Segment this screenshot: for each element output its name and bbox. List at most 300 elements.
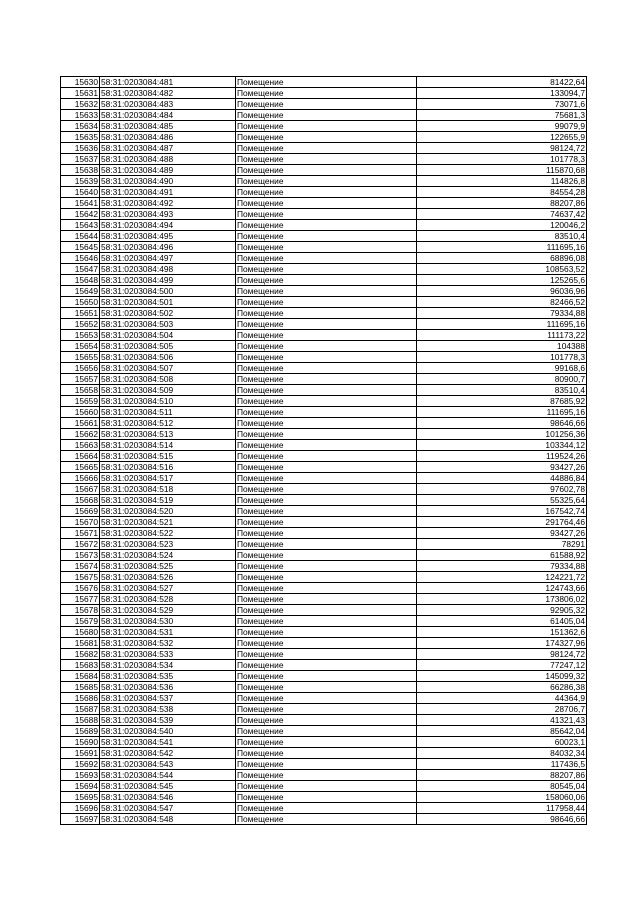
cadastral-value: 87685,92 bbox=[417, 396, 587, 407]
cadastral-value: 96036,96 bbox=[417, 286, 587, 297]
cadastral-value: 97602,78 bbox=[417, 484, 587, 495]
cadastral-value: 114826,8 bbox=[417, 176, 587, 187]
object-type: Помещение bbox=[236, 319, 417, 330]
cadastral-value: 111695,16 bbox=[417, 242, 587, 253]
table-row bbox=[61, 495, 587, 506]
table-row bbox=[61, 539, 587, 550]
cadastral-number: 58:31:0203084:503 bbox=[100, 319, 236, 330]
row-number: 15659 bbox=[61, 396, 100, 407]
object-type: Помещение bbox=[236, 649, 417, 660]
table-row bbox=[61, 682, 587, 693]
table-row bbox=[61, 528, 587, 539]
cadastral-number: 58:31:0203084:487 bbox=[100, 143, 236, 154]
row-number: 15631 bbox=[61, 88, 100, 99]
object-type: Помещение bbox=[236, 781, 417, 792]
object-type: Помещение bbox=[236, 638, 417, 649]
cadastral-number: 58:31:0203084:519 bbox=[100, 495, 236, 506]
cadastral-number: 58:31:0203084:520 bbox=[100, 506, 236, 517]
cadastral-value: 74637,42 bbox=[417, 209, 587, 220]
object-type: Помещение bbox=[236, 242, 417, 253]
row-number: 15642 bbox=[61, 209, 100, 220]
cadastral-value: 167542,74 bbox=[417, 506, 587, 517]
cadastral-value: 75681,3 bbox=[417, 110, 587, 121]
cadastral-value: 83510,4 bbox=[417, 231, 587, 242]
row-number: 15690 bbox=[61, 737, 100, 748]
cadastral-value: 88207,86 bbox=[417, 198, 587, 209]
row-number: 15653 bbox=[61, 330, 100, 341]
table-row bbox=[61, 121, 587, 132]
cadastral-value: 174327,96 bbox=[417, 638, 587, 649]
row-number: 15633 bbox=[61, 110, 100, 121]
table-row bbox=[61, 341, 587, 352]
object-type: Помещение bbox=[236, 539, 417, 550]
object-type: Помещение bbox=[236, 407, 417, 418]
cadastral-value: 101778,3 bbox=[417, 154, 587, 165]
table-row bbox=[61, 297, 587, 308]
table-row bbox=[61, 561, 587, 572]
row-number: 15687 bbox=[61, 704, 100, 715]
table-row bbox=[61, 715, 587, 726]
object-type: Помещение bbox=[236, 209, 417, 220]
cadastral-value: 61588,92 bbox=[417, 550, 587, 561]
object-type: Помещение bbox=[236, 572, 417, 583]
object-type: Помещение bbox=[236, 715, 417, 726]
table-row bbox=[61, 429, 587, 440]
row-number: 15652 bbox=[61, 319, 100, 330]
cadastral-value: 158060,06 bbox=[417, 792, 587, 803]
cadastral-value: 84554,28 bbox=[417, 187, 587, 198]
row-number: 15645 bbox=[61, 242, 100, 253]
object-type: Помещение bbox=[236, 748, 417, 759]
cadastral-number: 58:31:0203084:518 bbox=[100, 484, 236, 495]
table-row bbox=[61, 407, 587, 418]
row-number: 15644 bbox=[61, 231, 100, 242]
cadastral-number: 58:31:0203084:507 bbox=[100, 363, 236, 374]
row-number: 15668 bbox=[61, 495, 100, 506]
cadastral-value: 93427,26 bbox=[417, 462, 587, 473]
table-row bbox=[61, 176, 587, 187]
cadastral-value: 44886,84 bbox=[417, 473, 587, 484]
cadastral-number: 58:31:0203084:486 bbox=[100, 132, 236, 143]
cadastral-number: 58:31:0203084:524 bbox=[100, 550, 236, 561]
cadastral-number: 58:31:0203084:527 bbox=[100, 583, 236, 594]
cadastral-value: 80900,7 bbox=[417, 374, 587, 385]
cadastral-number: 58:31:0203084:515 bbox=[100, 451, 236, 462]
cadastral-number: 58:31:0203084:543 bbox=[100, 759, 236, 770]
cadastral-value: 98646,66 bbox=[417, 814, 587, 825]
table-row bbox=[61, 275, 587, 286]
row-number: 15649 bbox=[61, 286, 100, 297]
property-table bbox=[60, 76, 587, 825]
cadastral-number: 58:31:0203084:521 bbox=[100, 517, 236, 528]
row-number: 15667 bbox=[61, 484, 100, 495]
cadastral-number: 58:31:0203084:481 bbox=[100, 77, 236, 88]
object-type: Помещение bbox=[236, 583, 417, 594]
cadastral-value: 145099,32 bbox=[417, 671, 587, 682]
object-type: Помещение bbox=[236, 253, 417, 264]
cadastral-value: 84032,34 bbox=[417, 748, 587, 759]
cadastral-value: 98124,72 bbox=[417, 649, 587, 660]
row-number: 15663 bbox=[61, 440, 100, 451]
row-number: 15689 bbox=[61, 726, 100, 737]
cadastral-value: 151362,6 bbox=[417, 627, 587, 638]
row-number: 15681 bbox=[61, 638, 100, 649]
cadastral-value: 60023,1 bbox=[417, 737, 587, 748]
object-type: Помещение bbox=[236, 88, 417, 99]
object-type: Помещение bbox=[236, 495, 417, 506]
row-number: 15697 bbox=[61, 814, 100, 825]
object-type: Помещение bbox=[236, 792, 417, 803]
table-row bbox=[61, 627, 587, 638]
table-row bbox=[61, 363, 587, 374]
table-row bbox=[61, 605, 587, 616]
row-number: 15655 bbox=[61, 352, 100, 363]
object-type: Помещение bbox=[236, 693, 417, 704]
table-row bbox=[61, 99, 587, 110]
table-row bbox=[61, 759, 587, 770]
cadastral-number: 58:31:0203084:546 bbox=[100, 792, 236, 803]
table-row bbox=[61, 473, 587, 484]
cadastral-number: 58:31:0203084:526 bbox=[100, 572, 236, 583]
table-row bbox=[61, 242, 587, 253]
cadastral-number: 58:31:0203084:517 bbox=[100, 473, 236, 484]
table-row bbox=[61, 451, 587, 462]
cadastral-number: 58:31:0203084:491 bbox=[100, 187, 236, 198]
cadastral-value: 111695,16 bbox=[417, 407, 587, 418]
object-type: Помещение bbox=[236, 704, 417, 715]
object-type: Помещение bbox=[236, 143, 417, 154]
cadastral-value: 78291 bbox=[417, 539, 587, 550]
cadastral-number: 58:31:0203084:495 bbox=[100, 231, 236, 242]
cadastral-number: 58:31:0203084:528 bbox=[100, 594, 236, 605]
cadastral-number: 58:31:0203084:547 bbox=[100, 803, 236, 814]
cadastral-value: 68896,08 bbox=[417, 253, 587, 264]
cadastral-number: 58:31:0203084:501 bbox=[100, 297, 236, 308]
cadastral-value: 73071,6 bbox=[417, 99, 587, 110]
object-type: Помещение bbox=[236, 451, 417, 462]
cadastral-number: 58:31:0203084:548 bbox=[100, 814, 236, 825]
table-row bbox=[61, 704, 587, 715]
cadastral-value: 101778,3 bbox=[417, 352, 587, 363]
cadastral-value: 81422,64 bbox=[417, 77, 587, 88]
cadastral-number: 58:31:0203084:502 bbox=[100, 308, 236, 319]
table-row bbox=[61, 330, 587, 341]
row-number: 15695 bbox=[61, 792, 100, 803]
cadastral-number: 58:31:0203084:541 bbox=[100, 737, 236, 748]
table-row bbox=[61, 396, 587, 407]
cadastral-value: 88207,86 bbox=[417, 770, 587, 781]
property-table-body bbox=[61, 77, 587, 825]
cadastral-value: 117436,5 bbox=[417, 759, 587, 770]
cadastral-number: 58:31:0203084:508 bbox=[100, 374, 236, 385]
table-row bbox=[61, 220, 587, 231]
table-row bbox=[61, 462, 587, 473]
object-type: Помещение bbox=[236, 363, 417, 374]
table-row bbox=[61, 803, 587, 814]
row-number: 15664 bbox=[61, 451, 100, 462]
table-row bbox=[61, 737, 587, 748]
row-number: 15688 bbox=[61, 715, 100, 726]
object-type: Помещение bbox=[236, 561, 417, 572]
cadastral-value: 77247,12 bbox=[417, 660, 587, 671]
cadastral-value: 28706,7 bbox=[417, 704, 587, 715]
row-number: 15675 bbox=[61, 572, 100, 583]
cadastral-value: 85642,04 bbox=[417, 726, 587, 737]
object-type: Помещение bbox=[236, 440, 417, 451]
cadastral-number: 58:31:0203084:533 bbox=[100, 649, 236, 660]
object-type: Помещение bbox=[236, 594, 417, 605]
table-row bbox=[61, 748, 587, 759]
object-type: Помещение bbox=[236, 506, 417, 517]
row-number: 15661 bbox=[61, 418, 100, 429]
object-type: Помещение bbox=[236, 154, 417, 165]
row-number: 15682 bbox=[61, 649, 100, 660]
cadastral-number: 58:31:0203084:512 bbox=[100, 418, 236, 429]
row-number: 15650 bbox=[61, 297, 100, 308]
table-row bbox=[61, 616, 587, 627]
object-type: Помещение bbox=[236, 110, 417, 121]
cadastral-value: 99168,6 bbox=[417, 363, 587, 374]
object-type: Помещение bbox=[236, 187, 417, 198]
object-type: Помещение bbox=[236, 616, 417, 627]
row-number: 15666 bbox=[61, 473, 100, 484]
table-row bbox=[61, 440, 587, 451]
cadastral-value: 119524,26 bbox=[417, 451, 587, 462]
object-type: Помещение bbox=[236, 429, 417, 440]
cadastral-value: 99079,9 bbox=[417, 121, 587, 132]
cadastral-number: 58:31:0203084:540 bbox=[100, 726, 236, 737]
row-number: 15679 bbox=[61, 616, 100, 627]
object-type: Помещение bbox=[236, 330, 417, 341]
table-row bbox=[61, 517, 587, 528]
object-type: Помещение bbox=[236, 759, 417, 770]
object-type: Помещение bbox=[236, 176, 417, 187]
cadastral-value: 82466,52 bbox=[417, 297, 587, 308]
row-number: 15677 bbox=[61, 594, 100, 605]
cadastral-number: 58:31:0203084:523 bbox=[100, 539, 236, 550]
row-number: 15670 bbox=[61, 517, 100, 528]
object-type: Помещение bbox=[236, 528, 417, 539]
row-number: 15660 bbox=[61, 407, 100, 418]
cadastral-number: 58:31:0203084:496 bbox=[100, 242, 236, 253]
cadastral-number: 58:31:0203084:493 bbox=[100, 209, 236, 220]
row-number: 15641 bbox=[61, 198, 100, 209]
row-number: 15639 bbox=[61, 176, 100, 187]
row-number: 15672 bbox=[61, 539, 100, 550]
cadastral-value: 291764,46 bbox=[417, 517, 587, 528]
object-type: Помещение bbox=[236, 132, 417, 143]
object-type: Помещение bbox=[236, 418, 417, 429]
object-type: Помещение bbox=[236, 165, 417, 176]
row-number: 15673 bbox=[61, 550, 100, 561]
object-type: Помещение bbox=[236, 374, 417, 385]
table-row bbox=[61, 770, 587, 781]
cadastral-value: 44364,9 bbox=[417, 693, 587, 704]
table-row bbox=[61, 649, 587, 660]
cadastral-number: 58:31:0203084:489 bbox=[100, 165, 236, 176]
object-type: Помещение bbox=[236, 297, 417, 308]
object-type: Помещение bbox=[236, 286, 417, 297]
table-row bbox=[61, 143, 587, 154]
table-row bbox=[61, 418, 587, 429]
cadastral-number: 58:31:0203084:483 bbox=[100, 99, 236, 110]
row-number: 15680 bbox=[61, 627, 100, 638]
cadastral-value: 111695,16 bbox=[417, 319, 587, 330]
row-number: 15685 bbox=[61, 682, 100, 693]
table-row bbox=[61, 572, 587, 583]
object-type: Помещение bbox=[236, 605, 417, 616]
row-number: 15662 bbox=[61, 429, 100, 440]
row-number: 15676 bbox=[61, 583, 100, 594]
cadastral-number: 58:31:0203084:539 bbox=[100, 715, 236, 726]
table-row bbox=[61, 583, 587, 594]
cadastral-value: 104388 bbox=[417, 341, 587, 352]
object-type: Помещение bbox=[236, 77, 417, 88]
row-number: 15684 bbox=[61, 671, 100, 682]
cadastral-number: 58:31:0203084:505 bbox=[100, 341, 236, 352]
row-number: 15656 bbox=[61, 363, 100, 374]
object-type: Помещение bbox=[236, 770, 417, 781]
object-type: Помещение bbox=[236, 462, 417, 473]
cadastral-value: 101256,36 bbox=[417, 429, 587, 440]
row-number: 15694 bbox=[61, 781, 100, 792]
object-type: Помещение bbox=[236, 220, 417, 231]
cadastral-value: 98124,72 bbox=[417, 143, 587, 154]
cadastral-number: 58:31:0203084:499 bbox=[100, 275, 236, 286]
object-type: Помещение bbox=[236, 814, 417, 825]
table-row bbox=[61, 88, 587, 99]
cadastral-number: 58:31:0203084:522 bbox=[100, 528, 236, 539]
row-number: 15654 bbox=[61, 341, 100, 352]
cadastral-number: 58:31:0203084:531 bbox=[100, 627, 236, 638]
table-row bbox=[61, 693, 587, 704]
cadastral-number: 58:31:0203084:530 bbox=[100, 616, 236, 627]
table-row bbox=[61, 814, 587, 825]
table-row bbox=[61, 209, 587, 220]
cadastral-number: 58:31:0203084:538 bbox=[100, 704, 236, 715]
row-number: 15678 bbox=[61, 605, 100, 616]
cadastral-value: 103344,12 bbox=[417, 440, 587, 451]
cadastral-value: 80545,04 bbox=[417, 781, 587, 792]
row-number: 15632 bbox=[61, 99, 100, 110]
cadastral-number: 58:31:0203084:488 bbox=[100, 154, 236, 165]
row-number: 15630 bbox=[61, 77, 100, 88]
object-type: Помещение bbox=[236, 264, 417, 275]
object-type: Помещение bbox=[236, 737, 417, 748]
table-row bbox=[61, 286, 587, 297]
row-number: 15636 bbox=[61, 143, 100, 154]
cadastral-number: 58:31:0203084:500 bbox=[100, 286, 236, 297]
table-row bbox=[61, 671, 587, 682]
table-row bbox=[61, 264, 587, 275]
cadastral-number: 58:31:0203084:494 bbox=[100, 220, 236, 231]
cadastral-value: 108563,52 bbox=[417, 264, 587, 275]
table-row bbox=[61, 550, 587, 561]
row-number: 15635 bbox=[61, 132, 100, 143]
cadastral-value: 125265,6 bbox=[417, 275, 587, 286]
cadastral-value: 133094,7 bbox=[417, 88, 587, 99]
cadastral-number: 58:31:0203084:492 bbox=[100, 198, 236, 209]
table-row bbox=[61, 253, 587, 264]
table-row bbox=[61, 77, 587, 88]
table-row bbox=[61, 132, 587, 143]
cadastral-value: 83510,4 bbox=[417, 385, 587, 396]
cadastral-number: 58:31:0203084:529 bbox=[100, 605, 236, 616]
table-row bbox=[61, 660, 587, 671]
object-type: Помещение bbox=[236, 671, 417, 682]
cadastral-number: 58:31:0203084:545 bbox=[100, 781, 236, 792]
table-row bbox=[61, 594, 587, 605]
cadastral-value: 111173,22 bbox=[417, 330, 587, 341]
table-row bbox=[61, 154, 587, 165]
row-number: 15693 bbox=[61, 770, 100, 781]
object-type: Помещение bbox=[236, 517, 417, 528]
object-type: Помещение bbox=[236, 550, 417, 561]
table-row bbox=[61, 506, 587, 517]
row-number: 15669 bbox=[61, 506, 100, 517]
table-row bbox=[61, 385, 587, 396]
cadastral-number: 58:31:0203084:513 bbox=[100, 429, 236, 440]
object-type: Помещение bbox=[236, 473, 417, 484]
cadastral-value: 117958,44 bbox=[417, 803, 587, 814]
cadastral-value: 173806,02 bbox=[417, 594, 587, 605]
row-number: 15651 bbox=[61, 308, 100, 319]
cadastral-value: 98646,66 bbox=[417, 418, 587, 429]
row-number: 15637 bbox=[61, 154, 100, 165]
row-number: 15638 bbox=[61, 165, 100, 176]
object-type: Помещение bbox=[236, 308, 417, 319]
cadastral-value: 61405,04 bbox=[417, 616, 587, 627]
cadastral-number: 58:31:0203084:537 bbox=[100, 693, 236, 704]
cadastral-value: 66286,38 bbox=[417, 682, 587, 693]
cadastral-number: 58:31:0203084:536 bbox=[100, 682, 236, 693]
cadastral-value: 92905,32 bbox=[417, 605, 587, 616]
row-number: 15640 bbox=[61, 187, 100, 198]
cadastral-value: 124221,72 bbox=[417, 572, 587, 583]
table-row bbox=[61, 319, 587, 330]
object-type: Помещение bbox=[236, 352, 417, 363]
cadastral-number: 58:31:0203084:525 bbox=[100, 561, 236, 572]
row-number: 15665 bbox=[61, 462, 100, 473]
cadastral-number: 58:31:0203084:510 bbox=[100, 396, 236, 407]
cadastral-number: 58:31:0203084:490 bbox=[100, 176, 236, 187]
object-type: Помещение bbox=[236, 660, 417, 671]
cadastral-number: 58:31:0203084:484 bbox=[100, 110, 236, 121]
row-number: 15657 bbox=[61, 374, 100, 385]
cadastral-value: 122655,9 bbox=[417, 132, 587, 143]
row-number: 15683 bbox=[61, 660, 100, 671]
row-number: 15696 bbox=[61, 803, 100, 814]
row-number: 15686 bbox=[61, 693, 100, 704]
object-type: Помещение bbox=[236, 627, 417, 638]
row-number: 15692 bbox=[61, 759, 100, 770]
cadastral-number: 58:31:0203084:504 bbox=[100, 330, 236, 341]
object-type: Помещение bbox=[236, 726, 417, 737]
cadastral-number: 58:31:0203084:514 bbox=[100, 440, 236, 451]
cadastral-number: 58:31:0203084:535 bbox=[100, 671, 236, 682]
table-row bbox=[61, 781, 587, 792]
cadastral-number: 58:31:0203084:516 bbox=[100, 462, 236, 473]
object-type: Помещение bbox=[236, 341, 417, 352]
table-row bbox=[61, 638, 587, 649]
table-row bbox=[61, 374, 587, 385]
object-type: Помещение bbox=[236, 803, 417, 814]
object-type: Помещение bbox=[236, 682, 417, 693]
row-number: 15647 bbox=[61, 264, 100, 275]
cadastral-value: 124743,66 bbox=[417, 583, 587, 594]
table-row bbox=[61, 484, 587, 495]
table-row bbox=[61, 726, 587, 737]
